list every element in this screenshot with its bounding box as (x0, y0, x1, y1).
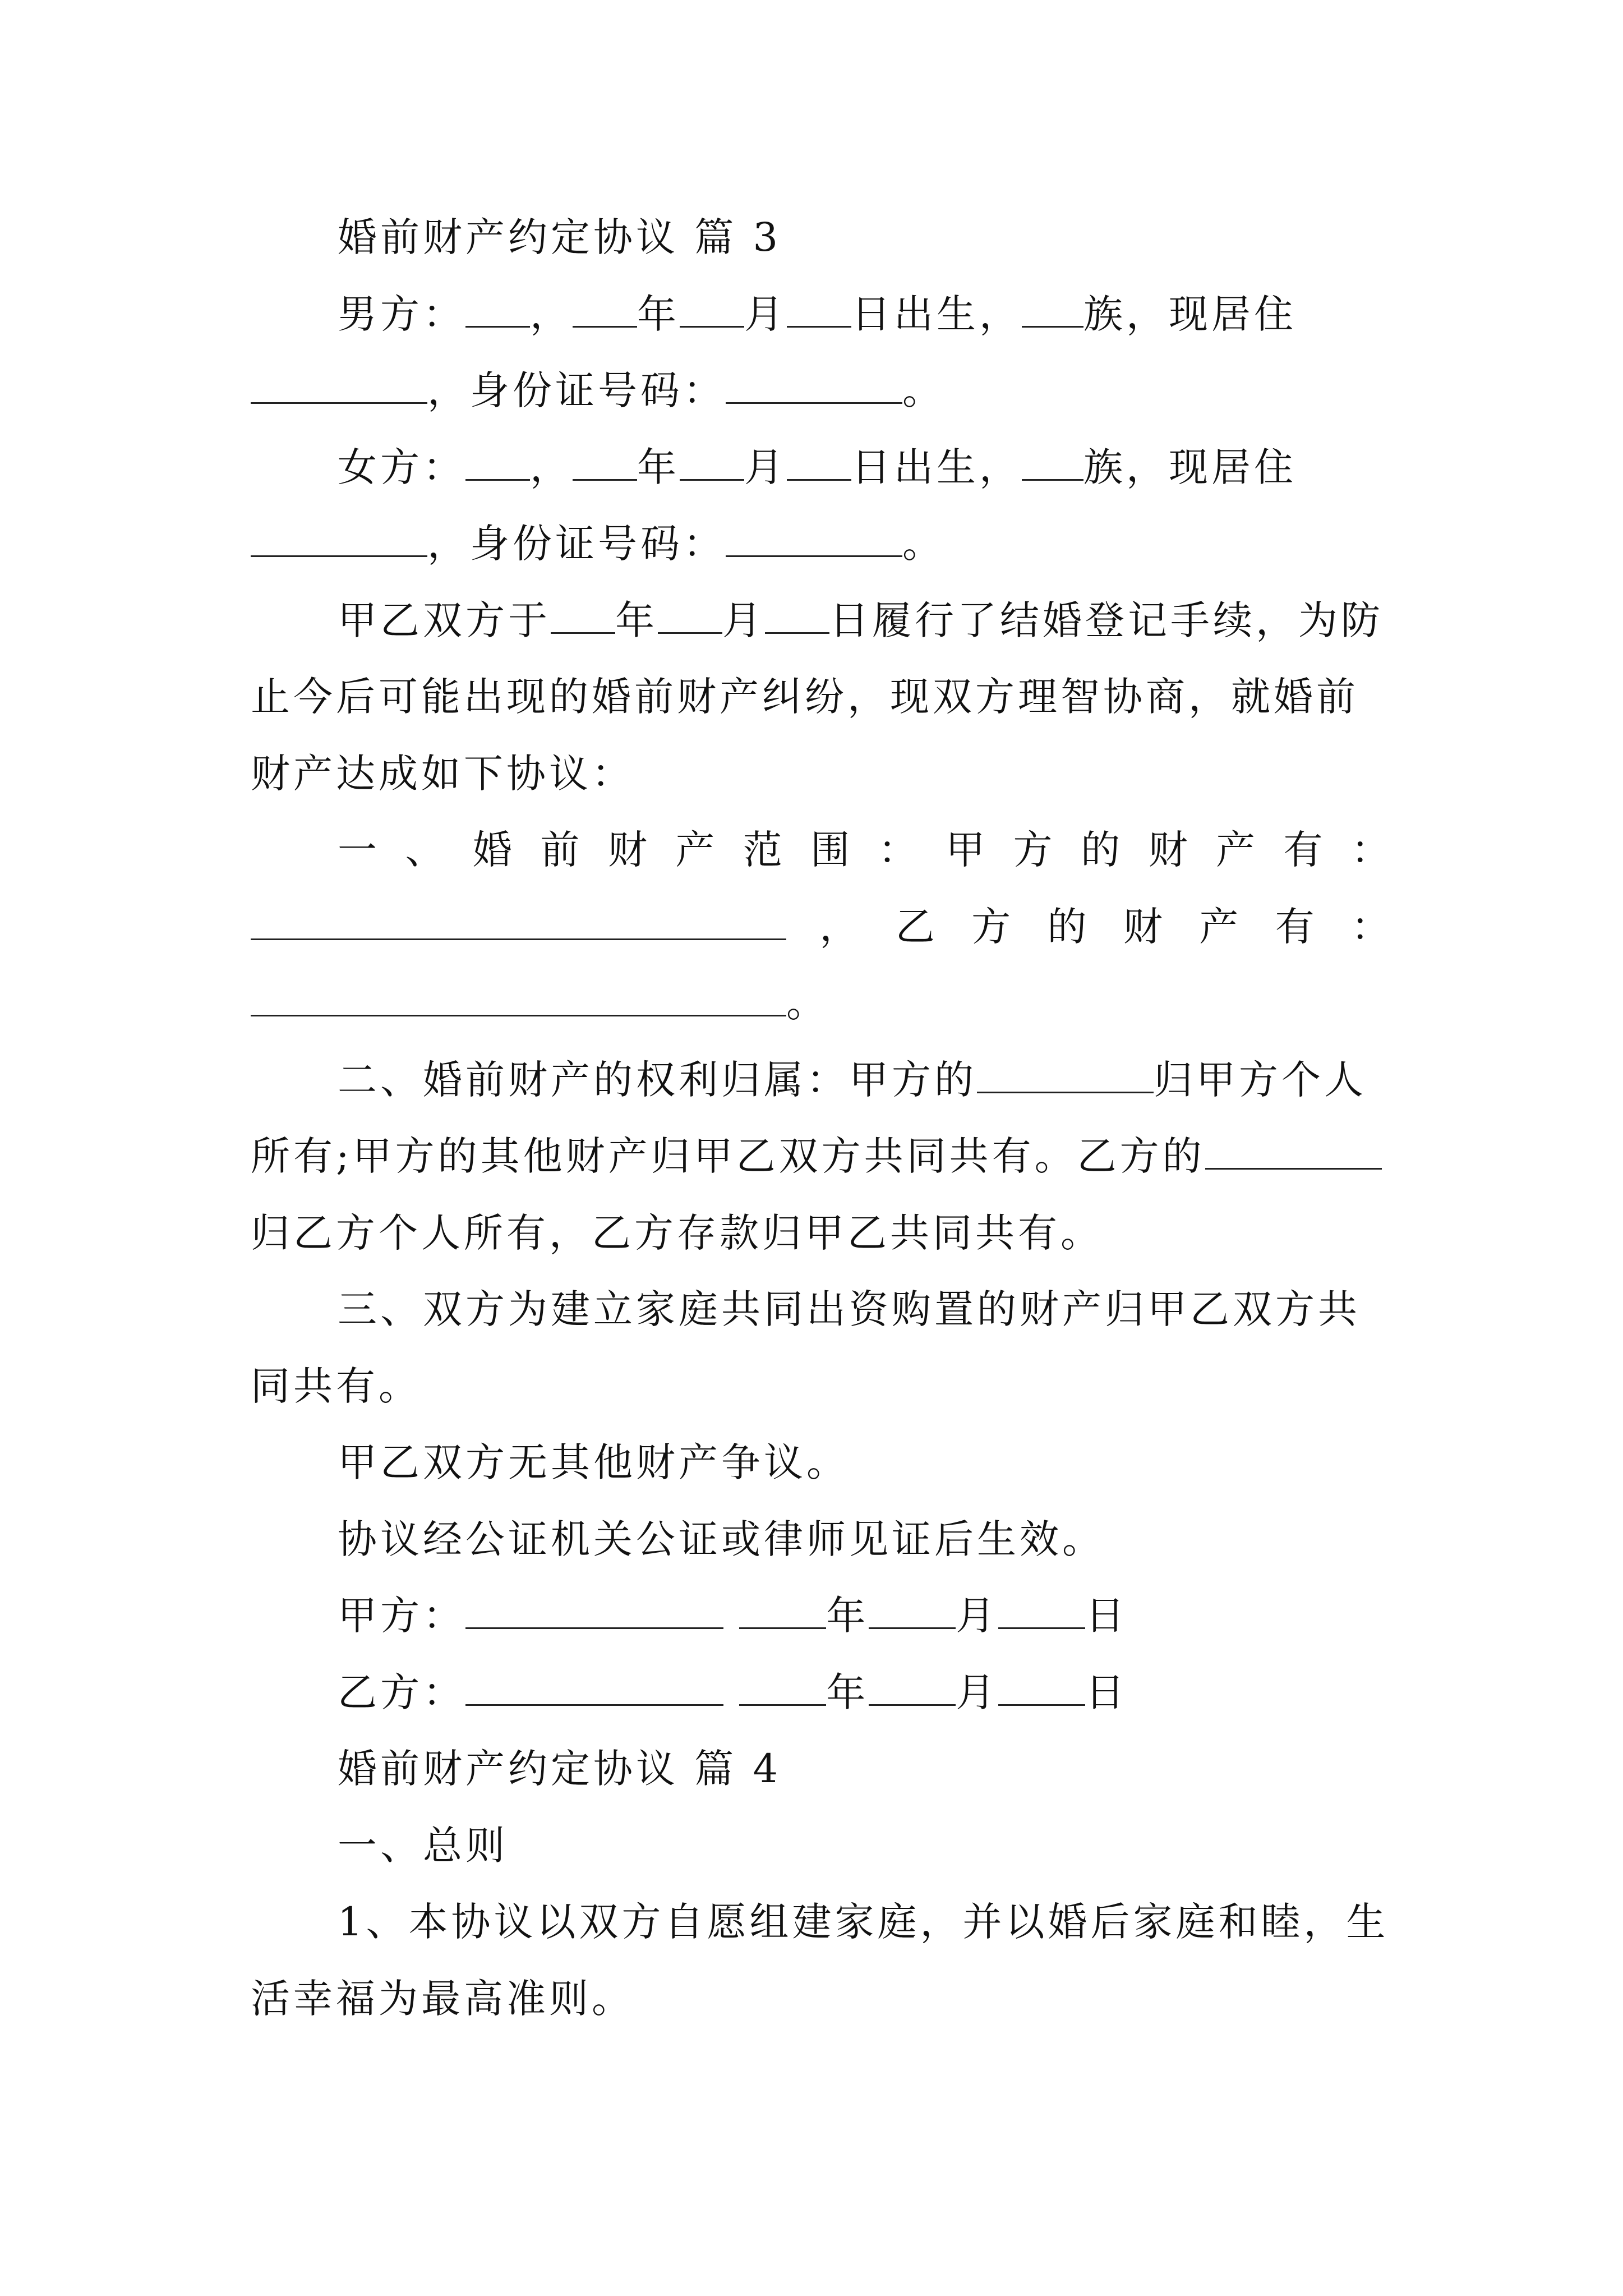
man-day-blank (787, 292, 851, 328)
party-a-property-blank (251, 905, 786, 940)
property-scope-paragraph-end: 。 (251, 965, 1394, 1042)
party-b-signature-blank (465, 1671, 723, 1706)
man-address-blank (251, 369, 427, 404)
man-ethnic-blank (1022, 292, 1083, 328)
man-year-blank (573, 292, 637, 328)
woman-id-blank (726, 522, 902, 557)
man-name-blank (465, 292, 530, 328)
party-a-sign-month-blank (869, 1594, 956, 1629)
marriage-year-blank (551, 599, 615, 634)
party-b-sign-year-blank (739, 1671, 826, 1706)
party-a-sign-year-blank (739, 1594, 826, 1629)
woman-name-blank (465, 445, 530, 481)
party-a-sign-day-blank (998, 1594, 1085, 1629)
effect-paragraph: 协议经公证机关公证或律师见证后生效。 (338, 1516, 1105, 1562)
party-b-sign-month-blank (869, 1671, 956, 1706)
section-title-3: 婚前财产约定协议 篇 3 (338, 214, 782, 260)
property-ownership-paragraph: 二、婚前财产的权利归属：甲方的 归甲方个人所有;甲方的其他财产归甲乙双方共同共有。乙方的归乙方个人所有，乙方存款归甲乙共同共有。 (251, 1042, 1394, 1272)
party-b-personal-property-blank (1205, 1134, 1382, 1170)
general-clause-1: 1、本协议以双方自愿组建家庭，并以婚后家庭和睦，生活幸福为最高准则。 (251, 1899, 1389, 2022)
signature-party-a: 甲方： 年 月 日 (338, 1593, 1128, 1639)
marriage-month-blank (658, 599, 722, 634)
party-b-sign-day-blank (998, 1671, 1085, 1706)
property-scope-paragraph: 一、婚前财产范围：甲方的财产有：，乙方的财产有： (251, 812, 1394, 965)
woman-ethnic-blank (1022, 445, 1083, 481)
party-a-personal-property-blank (977, 1058, 1154, 1093)
marriage-intro-paragraph: 甲乙双方于 年 月 日履行了结婚登记手续，为防止今后可能出现的婚前财产纠纷，现双方理智协商，就婚前财产达成如下协议： (251, 597, 1384, 797)
woman-day-blank (787, 445, 851, 481)
general-heading: 一、总则 (338, 1822, 508, 1869)
woman-address-blank (251, 522, 427, 557)
man-info-paragraph: 男方： ， 年 月 日出生， 族，现居住，身份证号码： 。 (251, 276, 1394, 429)
party-a-signature-blank (465, 1594, 723, 1629)
signature-party-b: 乙方： 年 月 日 (338, 1669, 1128, 1715)
marriage-day-blank (765, 599, 829, 634)
man-month-blank (680, 292, 744, 328)
woman-month-blank (680, 445, 744, 481)
man-id-blank (726, 369, 902, 404)
party-b-property-blank (251, 981, 786, 1016)
woman-year-blank (573, 445, 637, 481)
woman-info-paragraph: 女方： ， 年 月 日出生， 族，现居住，身份证号码： 。 (251, 429, 1394, 582)
document-body (251, 199, 1394, 2037)
section-title-4: 婚前财产约定协议 篇 4 (338, 1746, 782, 1792)
joint-property-paragraph: 三、双方为建立家庭共同出资购置的财产归甲乙双方共同共有。 (251, 1286, 1361, 1409)
no-dispute-paragraph: 甲乙双方无其他财产争议。 (338, 1439, 849, 1485)
